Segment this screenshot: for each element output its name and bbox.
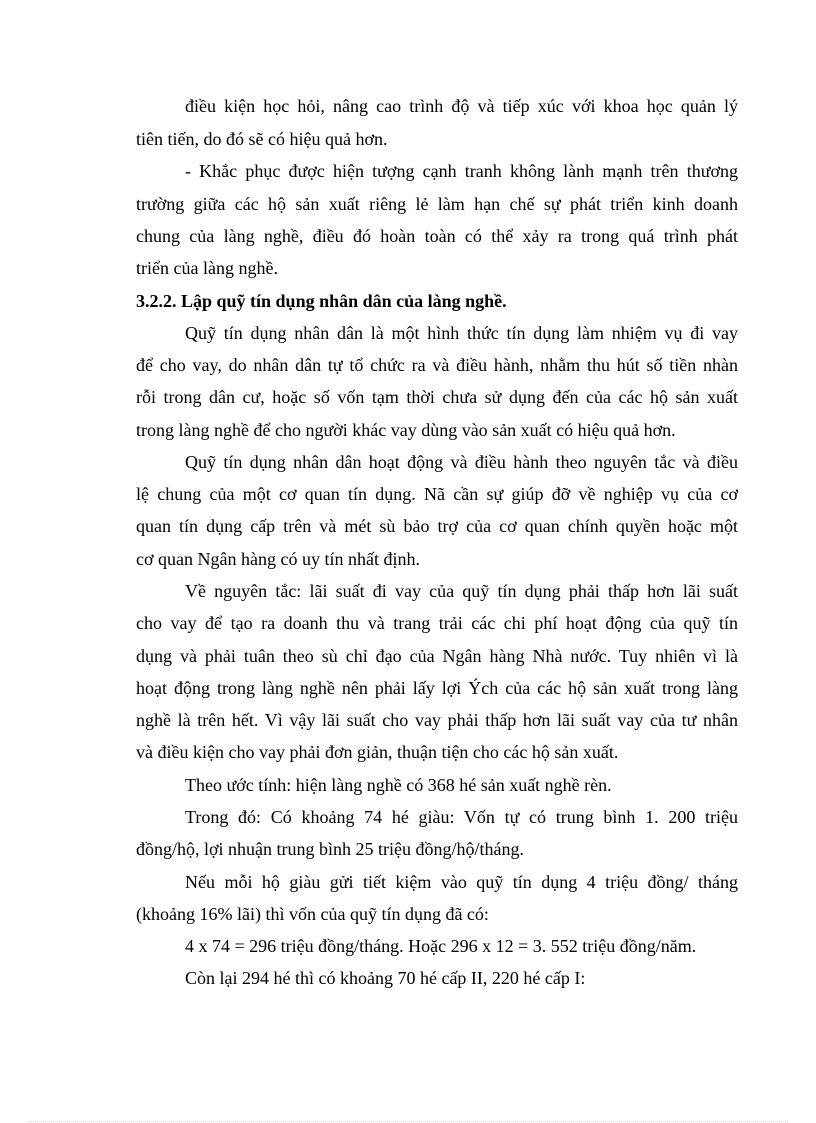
text-line: cơ quan Ngân hàng có uy tín nhất định. (136, 549, 420, 569)
text-line: chung của làng nghề, điều đó hoàn toàn có thể xảy ra trong quá trình phát (136, 226, 738, 246)
text-line: điều kiện học hỏi, nâng cao trình độ và tiếp xúc với khoa học quản lý (185, 96, 738, 116)
text-line: Nếu mỗi hộ giàu gửi tiết kiệm vào quỹ tín dụng 4 triệu đồng/ tháng (185, 872, 738, 892)
footer-divider (28, 1121, 788, 1122)
text-line: Còn lại 294 hé thì có khoảng 70 hé cấp II, 220 hé cấp I: (185, 968, 586, 988)
text-line: tiên tiến, do đó sẽ có hiệu quả hơn. (136, 129, 388, 149)
text-line: đồng/hộ, lợi nhuận trung bình 25 triệu đồng/hộ/tháng. (136, 839, 524, 859)
text-line: hoạt động trong làng nghề nên phải lấy lợi Ých của các hộ sản xuất trong làng (136, 678, 738, 698)
text-line: Quỹ tín dụng nhân dân hoạt động và điều hành theo nguyên tắc và điều (185, 452, 738, 472)
text-line: lệ chung của một cơ quan tín dụng. Nã cần sự giúp đỡ về nghiệp vụ của cơ (136, 484, 738, 504)
text-line: triển của làng nghề. (136, 258, 278, 278)
text-line: cho vay để tạo ra doanh thu và trang trải các chi phí hoạt động của quỹ tín (136, 613, 738, 633)
text-line: và điều kiện cho vay phải đơn giản, thuận tiện cho các hộ sản xuất. (136, 742, 619, 762)
text-line: trường giữa các hộ sản xuất riêng lẻ làm hạn chế sự phát triển kinh doanh (136, 194, 738, 214)
text-line: rỗi trong dân cư, hoặc số vốn tạm thời chưa sử dụng đến của các hộ sản xuất (136, 387, 738, 407)
text-line: nghề là trên hết. Vì vậy lãi suất cho vay phải thấp hơn lãi suất vay của tư nhân (136, 710, 738, 730)
text-line: Về nguyên tắc: lãi suất đi vay của quỹ tín dụng phải thấp hơn lãi suất (185, 581, 738, 601)
text-line: để cho vay, do nhân dân tự tổ chức ra và điều hành, nhằm thu hút số tiền nhàn (136, 355, 738, 375)
section-heading: 3.2.2. Lập quỹ tín dụng nhân dân của làng nghề. (136, 291, 507, 311)
text-line: (khoảng 16% lãi) thì vốn của quỹ tín dụng đã có: (136, 904, 489, 924)
text-line: Theo ước tính: hiện làng nghề có 368 hé sản xuất nghề rèn. (185, 775, 612, 795)
text-line: dụng và phải tuân theo sù chỉ đạo của Ngân hàng Nhà nước. Tuy nhiên vì là (136, 646, 738, 666)
text-line: - Khắc phục được hiện tượng cạnh tranh không lành mạnh trên thương (185, 161, 738, 181)
text-line: trong làng nghề để cho người khác vay dùng vào sản xuất có hiệu quả hơn. (136, 420, 676, 440)
text-line: quan tín dụng cấp trên và mét sù bảo trợ của cơ quan chính quyền hoặc một (136, 516, 738, 536)
text-line: Trong đó: Có khoảng 74 hé giàu: Vốn tự có trung bình 1. 200 triệu (185, 807, 738, 827)
text-line: Quỹ tín dụng nhân dân là một hình thức tín dụng làm nhiệm vụ đi vay (185, 323, 738, 343)
text-line: 4 x 74 = 296 triệu đồng/tháng. Hoặc 296 x 12 = 3. 552 triệu đồng/năm. (185, 936, 697, 956)
